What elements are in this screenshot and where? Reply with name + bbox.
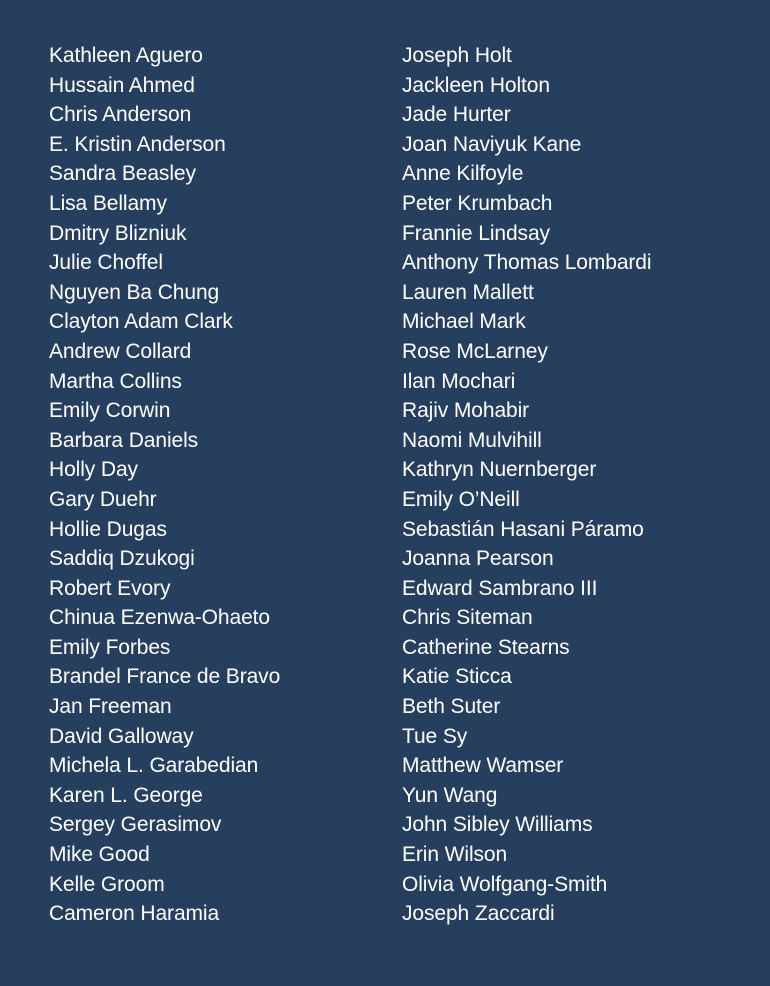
contributor-name: Brandel France de Bravo bbox=[49, 665, 281, 689]
contributor-name: Ilan Mochari bbox=[402, 369, 516, 393]
contributor-name: Sandra Beasley bbox=[49, 162, 196, 186]
contributor-name: Cameron Haramia bbox=[49, 902, 220, 926]
contributor-name: Clayton Adam Clark bbox=[49, 310, 233, 334]
contributor-name: Joseph Holt bbox=[402, 44, 512, 67]
contributor-name: Jade Hurter bbox=[402, 103, 511, 127]
contributor-name: Lauren Mallett bbox=[402, 280, 534, 304]
contributor-name: Emily O’Neill bbox=[402, 487, 520, 511]
contributor-name: Saddiq Dzukogi bbox=[49, 547, 195, 571]
contributor-name: Frannie Lindsay bbox=[402, 221, 550, 245]
contributor-name: Anne Kilfoyle bbox=[402, 162, 524, 186]
contributor-name: Olivia Wolfgang-Smith bbox=[402, 872, 608, 896]
contributor-name: Hussain Ahmed bbox=[49, 73, 195, 97]
contributor-name: Kathryn Nuernberger bbox=[402, 458, 597, 482]
contributor-name: Robert Evory bbox=[49, 576, 171, 600]
contributor-name: Anthony Thomas Lombardi bbox=[402, 251, 652, 275]
contributor-name: Gary Duehr bbox=[49, 487, 157, 511]
contributor-name: Martha Collins bbox=[49, 369, 182, 393]
contributor-name: Katie Sticca bbox=[402, 665, 512, 689]
contributor-name: Rose McLarney bbox=[402, 339, 548, 363]
contributor-name: Barbara Daniels bbox=[49, 428, 199, 452]
contributor-name: Kelle Groom bbox=[49, 872, 165, 896]
contributor-name: Matthew Wamser bbox=[402, 754, 564, 778]
contributor-name: Tue Sy bbox=[402, 724, 468, 748]
contributor-name: Joan Naviyuk Kane bbox=[402, 132, 582, 156]
contributor-name: Emily Forbes bbox=[49, 635, 171, 659]
contributor-name: Chinua Ezenwa-Ohaeto bbox=[49, 606, 270, 630]
contributor-name: Michela L. Garabedian bbox=[49, 754, 259, 778]
contributor-name: Joanna Pearson bbox=[402, 547, 554, 571]
contributor-name: Rajiv Mohabir bbox=[402, 399, 530, 423]
contributor-name: Sergey Gerasimov bbox=[49, 813, 222, 837]
contributor-name: Karen L. George bbox=[49, 783, 203, 807]
contributor-name: Michael Mark bbox=[402, 310, 526, 334]
contributor-name: Holly Day bbox=[49, 458, 138, 482]
contributor-name: Catherine Stearns bbox=[402, 635, 570, 659]
contributor-name: Edward Sambrano III bbox=[402, 576, 598, 600]
contributor-name: Jackleen Holton bbox=[402, 73, 550, 97]
contributor-name: David Galloway bbox=[49, 724, 194, 748]
contributor-name: Emily Corwin bbox=[49, 399, 171, 423]
contributor-name: Yun Wang bbox=[402, 783, 498, 807]
contributor-name: Mike Good bbox=[49, 843, 150, 867]
contributor-name: Beth Suter bbox=[402, 695, 501, 719]
contributor-name: Naomi Mulvihill bbox=[402, 428, 542, 452]
contributor-name: Chris Siteman bbox=[402, 606, 533, 630]
contributor-name: E. Kristin Anderson bbox=[49, 132, 226, 156]
contributor-name: Nguyen Ba Chung bbox=[49, 280, 220, 304]
contributor-name: Chris Anderson bbox=[49, 103, 192, 127]
contributors-list-right bbox=[402, 41, 752, 929]
contributor-name: Andrew Collard bbox=[49, 339, 192, 363]
contributor-name: Jan Freeman bbox=[49, 695, 172, 719]
contributor-name: Lisa Bellamy bbox=[49, 191, 167, 215]
contributor-name: Dmitry Blizniuk bbox=[49, 221, 187, 245]
contributor-name: John Sibley Williams bbox=[402, 813, 593, 837]
contributor-name: Peter Krumbach bbox=[402, 191, 553, 215]
contributor-name: Joseph Zaccardi bbox=[402, 902, 555, 926]
contributor-name: Hollie Dugas bbox=[49, 517, 167, 541]
contributors-list-left bbox=[49, 41, 379, 929]
contributor-name: Erin Wilson bbox=[402, 843, 508, 867]
contributor-name: Julie Choffel bbox=[49, 251, 163, 275]
contributor-name: Kathleen Aguero bbox=[49, 44, 203, 67]
contributor-name: Sebastián Hasani Páramo bbox=[402, 517, 644, 541]
